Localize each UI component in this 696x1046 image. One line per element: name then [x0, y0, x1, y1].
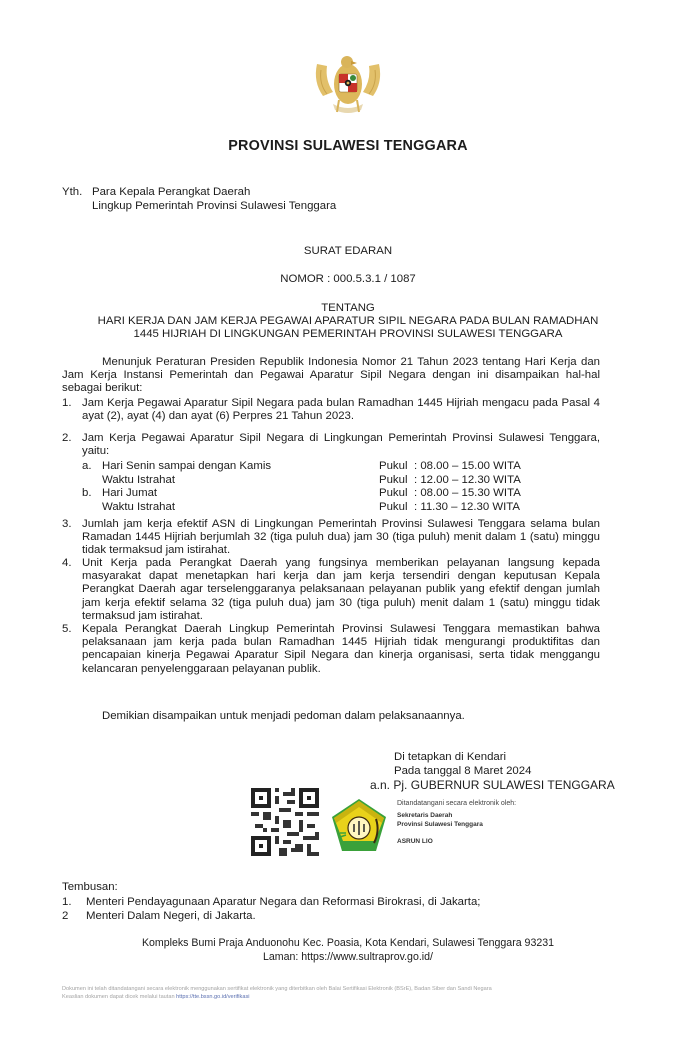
cc-item	[62, 896, 480, 909]
letter-body	[62, 356, 600, 756]
schedule-time: : 08.00 – 15.00 WITA	[414, 460, 521, 472]
signer-name: ASRUN LIO	[397, 838, 433, 845]
schedule-label: Hari Senin sampai dengan Kamis	[102, 460, 272, 472]
cc-item-text: Menteri Pendayagunaan Aparatur Negara dan Reformasi Birokrasi, di Jakarta;	[86, 896, 481, 908]
office-address: Kompleks Bumi Praja Anduonohu Kec. Poasia, Kota Kendari, Sulawesi Tenggara 93231	[141, 937, 555, 949]
cc-item	[62, 910, 256, 923]
schedule-pukul: Pukul	[379, 487, 408, 499]
addressee-label: Yth.	[62, 186, 83, 198]
intro-paragraph: Menunjuk Peraturan Presiden Republik Indonesia Nomor 21 Tahun 2023 tentang Hari Kerja dan Jam Kerja Instansi Pemerintah dan Pegawai Aparatur Sipil Negara dengan ini disampaikan hal-hal sebagai berikut:	[62, 356, 600, 395]
schedule-marker: b.	[82, 487, 92, 499]
letter-number: NOMOR : 000.5.3.1 / 1087	[280, 273, 416, 285]
item-text: Jam Kerja Pegawai Aparatur Sipil Negara di Lingkungan Pemerintah Provinsi Sulawesi Tenggara, yaitu:	[82, 432, 600, 458]
bsre-note-line-1: Dokumen ini telah ditandatangani secara elektronik menggunakan sertifikat elektronik yang diterbitkan oleh Balai Sertifikasi Elektronik (BSrE), Badan Siber dan Sandi Negara	[62, 986, 492, 992]
schedule-pukul: Pukul	[379, 500, 408, 513]
cc-item-number: 2	[62, 910, 69, 922]
cc-label: Tembusan:	[62, 881, 118, 893]
item-text: Unit Kerja pada Perangkat Daerah yang fungsinya memberikan pelayanan langsung kepada masyarakat dapat menetapkan hari kerja dan jam kerja tersendiri dengan keputusan Kepala Perangkat Daerah agar terselenggaranya pelaksanaan pelayanan publik yang efektif dengan jumlah jam kerja efektif selama 32 (tiga puluh dua) jam 30 (tiga puluh) menit dalam 1 (satu) minggu tidak termaksud jam istirahat.	[82, 557, 600, 622]
signature-date: Pada tanggal 8 Maret 2024	[394, 765, 532, 777]
garuda-pancasila-emblem-icon	[309, 52, 387, 122]
office-website: Laman: https://www.sultraprov.go.id/	[263, 951, 433, 963]
item-number: 5.	[62, 623, 72, 635]
signer-position-2: Provinsi Sulawesi Tenggara	[397, 821, 483, 828]
item-text: Jumlah jam kerja efektif ASN di Lingkungan Pemerintah Provinsi Sulawesi Tenggara selama bulan Ramadan 1445 Hijriah berjumlah 32 (tiga puluh dua) jam 30 (tiga puluh) menit dalam 1 (satu) minggu tidak termaksud jam istirahat.	[82, 518, 600, 557]
addressee-line-1	[62, 186, 250, 199]
schedule-label: Hari Jumat	[102, 487, 158, 499]
addressee-recipient: Para Kepala Perangkat Daerah	[92, 186, 251, 198]
schedule-time: : 11.30 – 12.30 WITA	[414, 500, 520, 513]
letter-type: SURAT EDARAN	[303, 245, 393, 257]
item-text: Kepala Perangkat Daerah Lingkup Pemerintah Provinsi Sulawesi Tenggara memastikan bahwa pelaksanaan jam kerja pada bulan Ramadhan 1445 Hijriah tidak mengurangi produktifitas dan pencapaian kinerja Pegawai Aparatur Sipil Negara dan kinerja organisasi, serta tidak menggangu kelancaran penyelenggaraan pelayanan publik.	[82, 623, 600, 675]
subject-line-2: 1445 HIJRIAH DI LINGKUNGAN PEMERINTAH PROVINSI SULAWESI TENGGARA	[133, 328, 563, 340]
cc-item-text: Menteri Dalam Negeri, di Jakarta.	[86, 910, 256, 922]
signature-on-behalf: a.n. Pj. GUBERNUR SULAWESI TENGGARA	[370, 778, 615, 792]
item-number: 2.	[62, 432, 72, 444]
item-number: 1.	[62, 397, 72, 409]
signer-position-1: Sekretaris Daerah	[397, 812, 453, 819]
schedule-pukul: Pukul	[379, 473, 408, 486]
subject-line-1: HARI KERJA DAN JAM KERJA PEGAWAI APARATUR SIPIL NEGARA PADA BULAN RAMADHAN	[97, 315, 599, 327]
bsre-note	[62, 985, 632, 1001]
schedule-pukul: Pukul	[379, 460, 408, 472]
item-number: 3.	[62, 518, 72, 530]
schedule-marker: a.	[82, 460, 92, 472]
item-number: 4.	[62, 557, 72, 569]
schedule-time: : 12.00 – 12.30 WITA	[414, 473, 521, 486]
qr-code-icon	[251, 788, 319, 856]
schedule-label: Waktu Istrahat	[102, 500, 176, 513]
bsre-verify-link[interactable]: https://tte.bssn.go.id/verifikasi	[176, 994, 250, 1000]
esign-label: Ditandatangani secara elektronik oleh:	[397, 800, 517, 807]
signature-place: Di tetapkan di Kendari	[394, 751, 507, 763]
province-title: PROVINSI SULAWESI TENGGARA	[228, 138, 468, 154]
bsre-note-line-2	[62, 993, 632, 1001]
addressee-line-2: Lingkup Pemerintah Provinsi Sulawesi Tenggara	[92, 200, 337, 212]
closing-paragraph: Demikian disampaikan untuk menjadi pedoman dalam pelaksanaannya.	[102, 710, 465, 722]
schedule-label: Waktu Istrahat	[102, 473, 176, 486]
about-label: TENTANG	[321, 302, 375, 314]
item-text: Jam Kerja Pegawai Aparatur Sipil Negara pada bulan Ramadhan 1445 Hijriah mengacu pada Pasal 4 ayat (2), ayat (4) dan ayat (6) Perpres 21 Tahun 2023.	[82, 397, 600, 423]
sultra-province-seal-icon	[330, 797, 388, 855]
schedule-time: : 08.00 – 15.30 WITA	[414, 487, 521, 499]
cc-item-number: 1.	[62, 896, 72, 908]
bsre-note-prefix: Keaslian dokumen dapat dicek melalui tautan	[62, 994, 177, 1000]
